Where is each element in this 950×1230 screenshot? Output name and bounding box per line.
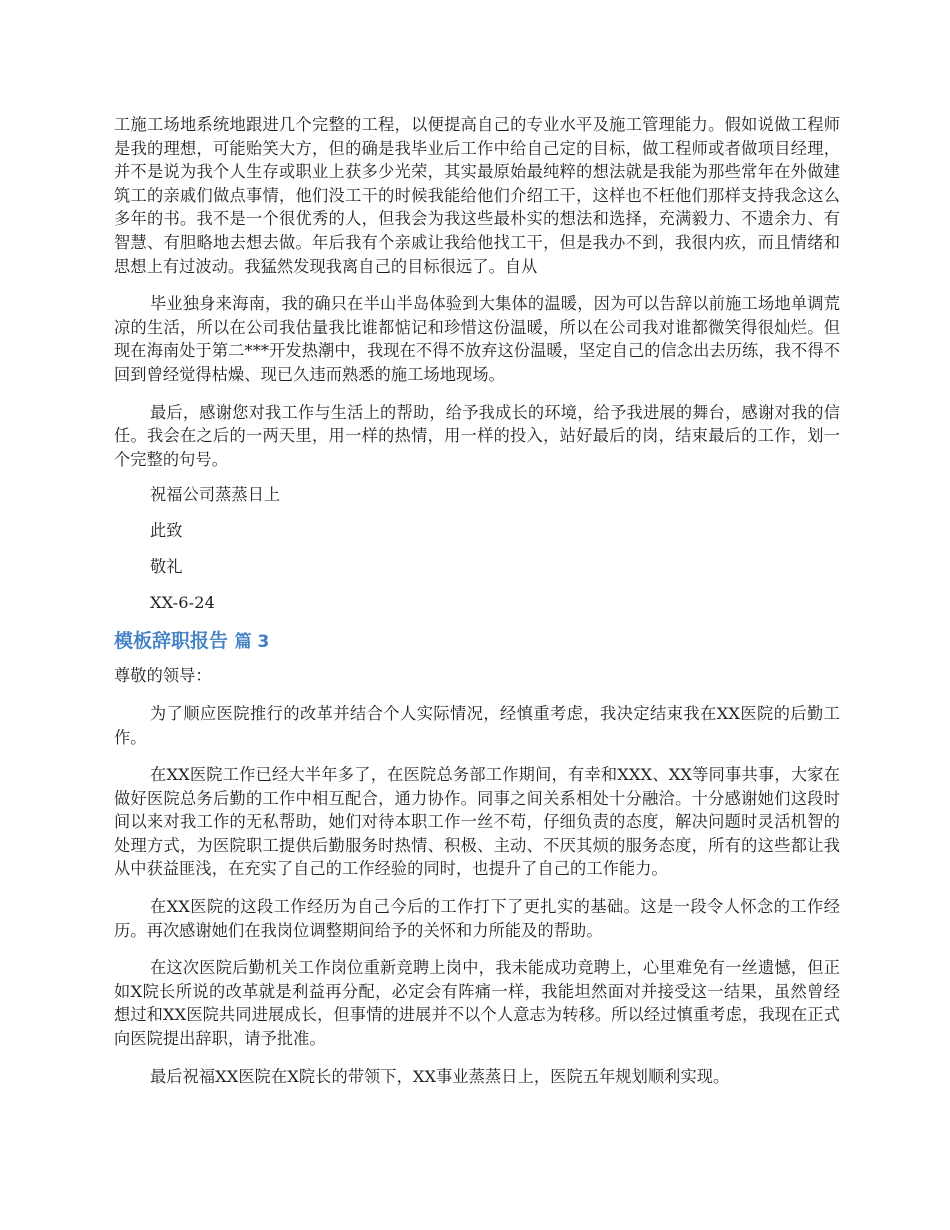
- body-paragraph: 在XX医院的这段工作经历为自己今后的工作打下了更扎实的基础。这是一段令人怀念的工作经历。再次感谢她们在我岗位调整期间给予的关怀和力所能及的帮助。: [114, 897, 840, 940]
- salutation: 尊敬的领导：: [114, 666, 212, 686]
- body-paragraph: 工施工场地系统地跟进几个完整的工程，以便提高自己的专业水平及施工管理能力。假如说做工程师是我的理想，可能贻笑大方，但的确是我毕业后工作中给自己定的目标，做工程师或者做项目经理，并不是说为我个人生存或职业上获多少光荣，其实最原始最纯粹的想法就是我能为那些常年在外做建筑工的亲戚们做点事情，他们没工干的时候我能给他们介绍工干，这样也不枉他们那样支持我念这么多年的书。我不是一个很优秀的人，但我会为我这些最朴实的想法和选择，充满毅力、不遗余力、有智慧、有胆略地去想去做。年后我有个亲戚让我给他找工干，但是我办不到，我很内疚，而且情绪和思想上有过波动。我猛然发现我离自己的目标很远了。自从: [114, 115, 840, 276]
- body-paragraph: 在这次医院后勤机关工作岗位重新竞聘上岗中，我未能成功竞聘上，心里难免有一丝遗憾，但正如X院长所说的改革就是利益再分配，必定会有阵痛一样，我能坦然面对并接受这一结果，虽然曾经想过和XX医院共同进展成长，但事情的进展并不以个人意志为转移。所以经过慎重考虑，我现在正式向医院提出辞职，请予批准。: [114, 958, 840, 1049]
- section-title: 模板辞职报告: [114, 630, 229, 653]
- body-paragraph: 最后祝福XX医院在X院长的带领下，XX事业蒸蒸日上，医院五年规划顺利实现。: [150, 1066, 730, 1086]
- section-heading: [114, 627, 840, 656]
- closing-wish: 祝福公司蒸蒸日上: [150, 485, 281, 505]
- body-paragraph: 最后，感谢您对我工作与生活上的帮助，给予我成长的环境，给予我进展的舞台，感谢对我的信任。我会在之后的一两天里，用一样的热情，用一样的投入，站好最后的岗，结束最后的工作，划一个完整的句号。: [114, 402, 840, 469]
- document-page: [114, 113, 840, 1088]
- body-paragraph: 为了顺应医院推行的改革并结合个人实际情况，经慎重考虑，我决定结束我在XX医院的后勤工作。: [114, 703, 840, 747]
- body-paragraph: 毕业独身来海南，我的确只在半山半岛体验到大集体的温暖，因为可以告辞以前施工场地单调荒凉的生活，所以在公司我估量我比谁都惦记和珍惜这份温暖，所以在公司我对谁都微笑得很灿烂。但现在海南处于第二***开发热潮中，我现在不得不放弃这份温暖，坚定自己的信念出去历练，我不得不回到曾经觉得枯燥、现已久违而熟悉的施工场地现场。: [114, 294, 840, 384]
- section-part: 篇 3: [234, 632, 270, 653]
- closing-ci-zhi: 此致: [150, 521, 183, 541]
- closing-date: XX-6-24: [150, 593, 216, 613]
- body-paragraph: 在XX医院工作已经大半年多了，在医院总务部工作期间，有幸和XXX、XX等同事共事，大家在做好医院总务后勤的工作中相互配合，通力协作。同事之间关系相处十分融洽。十分感谢她们这段时间以来对我工作的无私帮助，她们对待本职工作一丝不苟，仔细负责的态度，解决问题时灵活机智的处理方式，为医院职工提供后勤服务时热情、积极、主动、不厌其烦的服务态度，所有的这些都让我从中获益匪浅，在充实了自己的工作经验的同时，也提升了自己的工作能力。: [114, 765, 840, 879]
- closing-jing-li: 敬礼: [150, 557, 183, 577]
